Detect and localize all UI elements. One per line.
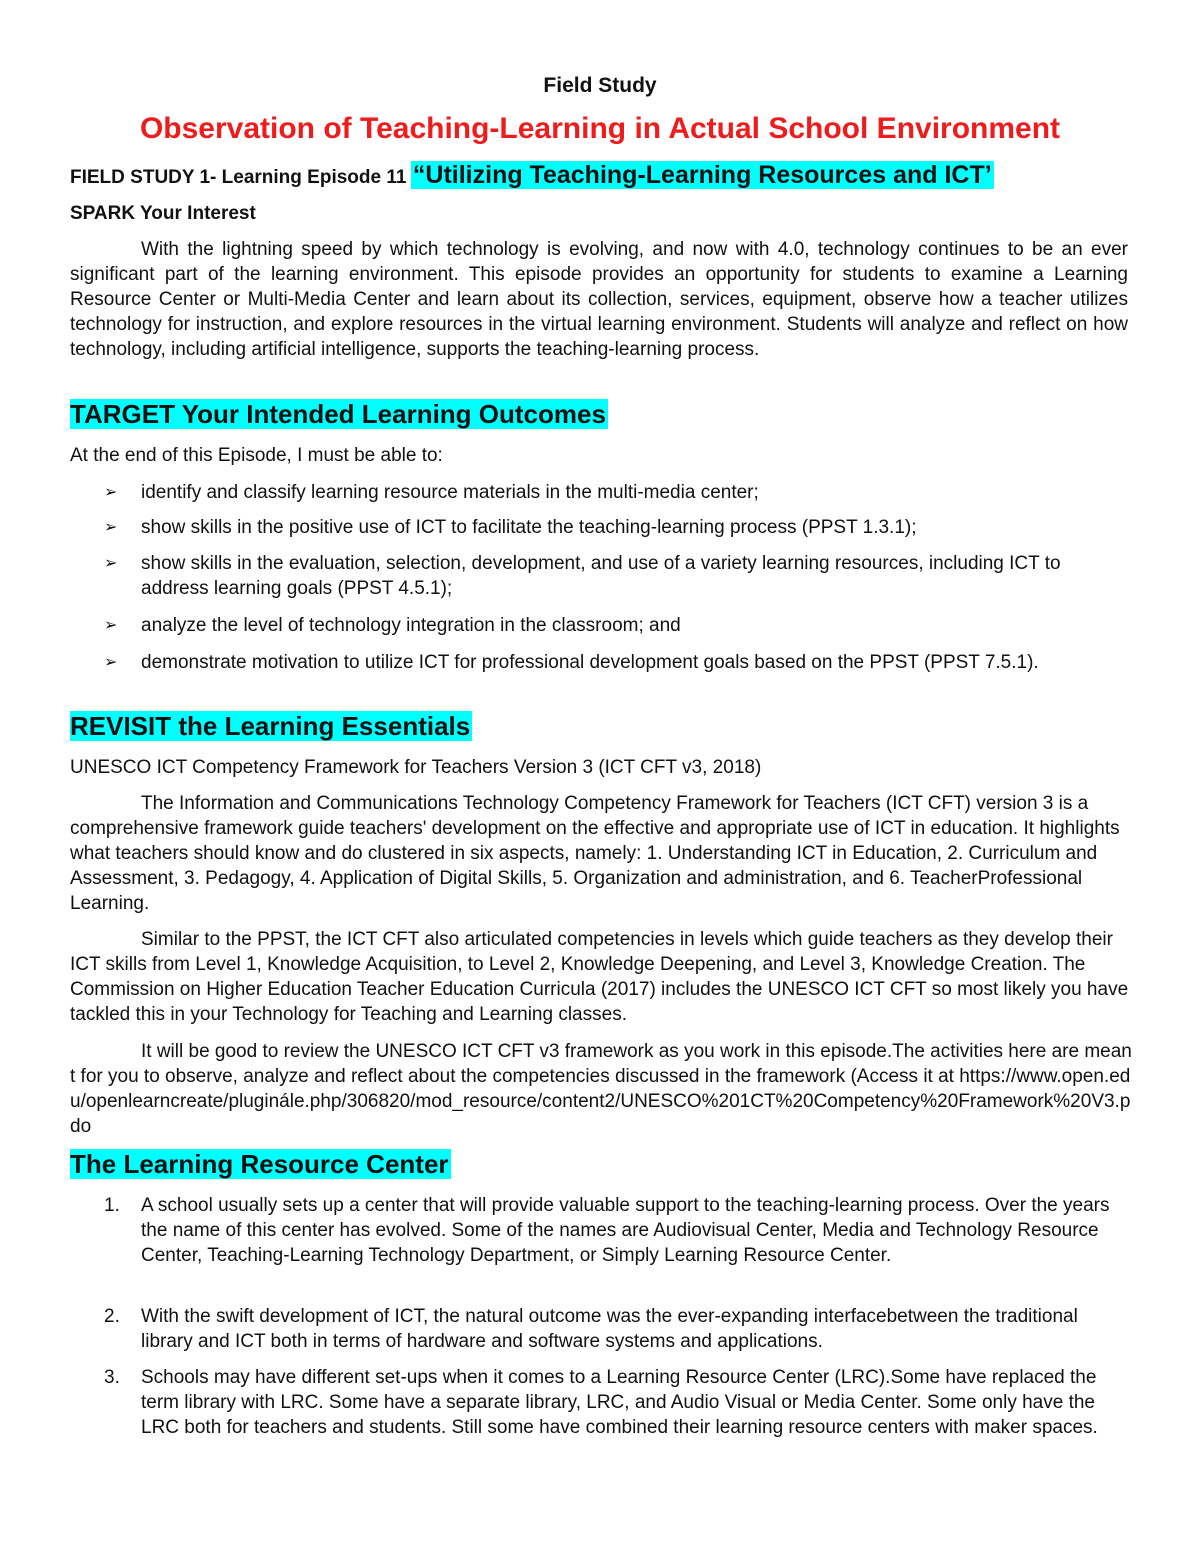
target-heading-text: TARGET Your Intended Learning Outcomes [70, 399, 606, 429]
lrc-list-item: A school usually sets up a center that will provide valuable support to the teaching-learning process. Over the years the name of this center has evolved. Some of the names are Audiovisual Center, Media and Technology Resource Center, Teaching-Learning Technology Department, or Simply Learning Resource Center. [141, 1195, 1110, 1266]
revisit-paragraph: It will be good to review the UNESCO ICT CFT v3 framework as you work in this episode.The activities here are meant for you to observe, analyze and reflect about the competencies discussed in the framework (Access it at https://www.open.edu/openlearncreate/pluginále.php/306820/mod_resource/content2/UNESCO%201CT%20Competency%20Framework%20V3.pdo [70, 1041, 1132, 1137]
outcome-item: demonstrate motivation to utilize ICT for professional development goals based on the PPST (PPST 7.5.1). [141, 652, 1039, 673]
bullet-icon: ➢ [104, 654, 118, 671]
framework-title: UNESCO ICT Competency Framework for Teachers Version 3 (ICT CFT v3, 2018) [70, 757, 762, 778]
episode-title: “Utilizing Teaching-Learning Resources and ICT’ [412, 161, 992, 189]
revisit-heading [70, 709, 472, 748]
list-number: 3. [104, 1367, 120, 1388]
subject-heading: Field Study [543, 74, 657, 97]
episode-line [70, 160, 1150, 194]
revisit-heading-text: REVISIT the Learning Essentials [70, 711, 471, 741]
spark-paragraph: With the lightning speed by which technology is evolving, and now with 4.0, technology continues to be an ever significant part of the learning environment. This episode provides an opportunity for students to examine a Learning Resource Center or Multi-Media Center and learn about its collection, services, equipment, observe how a teacher utilizes technology for instruction, and explore resources in the virtual learning environment. Students will analyze and reflect on how technology, including artificial intelligence, supports the teaching-learning process. [70, 239, 1128, 360]
revisit-paragraph: The Information and Communications Technology Competency Framework for Teachers (ICT CFT) version 3 is a comprehensive framework guide teachers' development on the effective and appropriate use of ICT in education. It highlights what teachers should know and do clustered in six aspects, namely: 1. Understanding ICT in Education, 2. Curriculum and Assessment, 3. Pedagogy, 4. Application of Digital Skills, 5. Organization and administration, and 6. TeacherProfessional Learning. [70, 793, 1120, 914]
lrc-heading-text: The Learning Resource Center [70, 1149, 449, 1179]
outcome-item: analyze the level of technology integration in the classroom; and [141, 615, 681, 636]
lrc-list-item: With the swift development of ICT, the natural outcome was the ever-expanding interfacebetween the traditional library and ICT both in terms of hardware and software systems and applications. [141, 1306, 1078, 1352]
lrc-list-item: Schools may have different set-ups when it comes to a Learning Resource Center (LRC).Some have replaced the term library with LRC. Some have a separate library, LRC, and Audio Visual or Media Center. Some only have the LRC both for teachers and students. Still some have combined their learning resource centers with maker spaces. [141, 1367, 1098, 1438]
bullet-icon: ➢ [104, 519, 118, 536]
document-title: Observation of Teaching-Learning in Actual School Environment [139, 112, 1061, 145]
bullet-icon: ➢ [104, 555, 118, 572]
spark-heading: SPARK Your Interest [70, 203, 256, 224]
outcome-item: show skills in the evaluation, selection, development, and use of a variety learning resources, including ICT to address learning goals (PPST 4.5.1); [141, 553, 1061, 599]
bullet-icon: ➢ [104, 484, 118, 501]
list-number: 2. [104, 1306, 120, 1327]
outcome-item: identify and classify learning resource materials in the multi-media center; [141, 482, 759, 503]
target-heading [70, 397, 608, 436]
outcome-item: show skills in the positive use of ICT to facilitate the teaching-learning process (PPST 1.3.1); [141, 517, 917, 538]
lrc-heading [70, 1147, 451, 1186]
list-number: 1. [104, 1195, 120, 1216]
revisit-paragraph: Similar to the PPST, the ICT CFT also articulated competencies in levels which guide teachers as they develop their ICT skills from Level 1, Knowledge Acquisition, to Level 2, Knowledge Deepening, and Level 3, Knowledge Creation. The Commission on Higher Education Teacher Education Curricula (2017) includes the UNESCO ICT CFT so most likely you have tackled this in your Technology for Teaching and Learning classes. [70, 929, 1129, 1025]
episode-label: FIELD STUDY 1- Learning Episode 11 [70, 167, 407, 188]
target-intro: At the end of this Episode, I must be able to: [70, 445, 443, 466]
bullet-icon: ➢ [104, 617, 118, 634]
